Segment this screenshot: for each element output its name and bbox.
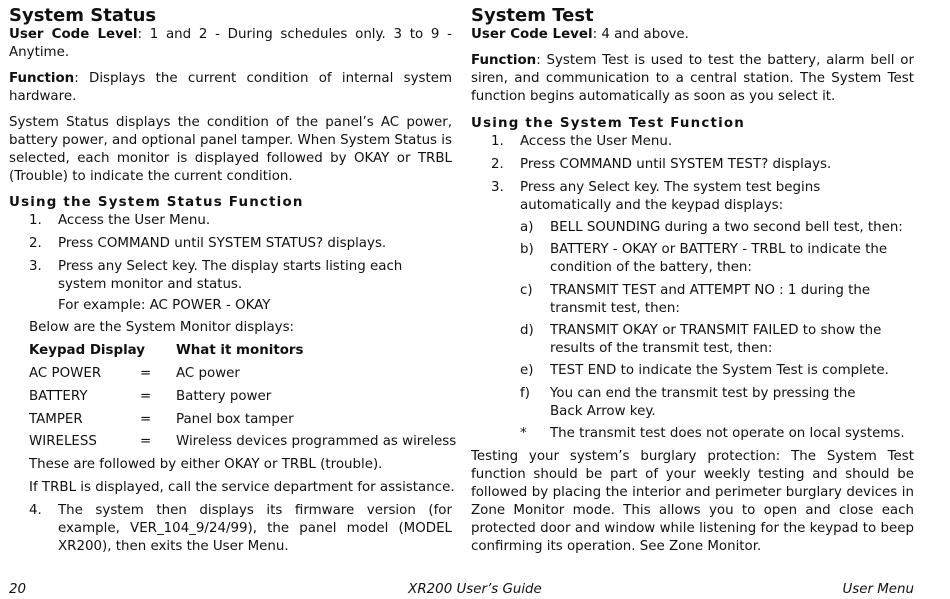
- example-text: For example: AC POWER - OKAY: [58, 298, 271, 313]
- function-label: Function: [471, 53, 537, 68]
- substep-text: TEST END to indicate the System Test is complete.: [550, 363, 889, 378]
- followed-text: These are followed by either OKAY or TRBL (trouble).: [29, 457, 383, 472]
- subheading: Using the System Test Function: [471, 116, 746, 131]
- substep-text: TRANSMIT OKAY or TRANSMIT FAILED to show the results of the transmit test, then:: [550, 323, 882, 356]
- function-text: : System Test is used to test the battery, alarm bell or siren, and communication to a central station. The System Test function begins automatically as soon as you select it.: [471, 53, 914, 104]
- step-item: [29, 235, 452, 253]
- step-number: 2.: [29, 236, 42, 251]
- substep-item: [520, 322, 914, 358]
- row-monitors: AC power: [176, 366, 240, 381]
- substep-item: [520, 219, 914, 237]
- step-text: The system then displays its firmware version (for example, VER_104_9/24/99), the panel model (MODEL XR200), then exits the User Menu.: [58, 503, 452, 554]
- step-item: [491, 179, 914, 215]
- section-title-system-status: System Status: [9, 5, 157, 26]
- user-code-text: : 1 and 2 - During schedules only. 3 to 9 - Anytime.: [9, 27, 452, 60]
- table-header-monitors: What it monitors: [176, 343, 304, 358]
- step-item: [29, 258, 452, 294]
- step-number: 4.: [29, 503, 42, 518]
- below-text: Below are the System Monitor displays:: [29, 320, 295, 335]
- row-display: WIRELESS: [29, 434, 97, 449]
- step-text: Access the User Menu.: [520, 134, 673, 149]
- step-number: 3.: [29, 259, 42, 274]
- step-text: Access the User Menu.: [58, 213, 211, 228]
- closing-paragraph: Testing your system’s burglary protection: The System Test function should be part of your weekly testing and should be followed by placing the interior and perimeter burglary devices in Zone Monitor mode. This allows you to open and close each protected door and window while listening for the keypad to beep confirming its operation. See Zone Monitor.: [471, 449, 914, 554]
- step-number: 1.: [29, 213, 42, 228]
- function-text: : Displays the current condition of internal system hardware.: [9, 71, 452, 104]
- table-header-display: Keypad Display: [29, 343, 146, 358]
- row-equals: =: [140, 412, 152, 427]
- substep-item: [520, 362, 914, 380]
- function-label: Function: [9, 71, 75, 86]
- section-name: User Menu: [842, 582, 914, 597]
- substep-label: e): [520, 363, 534, 378]
- substep-label: b): [520, 242, 534, 257]
- guide-title: XR200 User’s Guide: [408, 582, 542, 597]
- substep-label: f): [520, 386, 530, 401]
- row-equals: =: [140, 389, 152, 404]
- row-equals: =: [140, 434, 152, 449]
- function-description: [9, 70, 452, 106]
- substep-text: TRANSMIT TEST and ATTEMPT NO : 1 during the transmit test, then:: [550, 283, 871, 316]
- row-monitors: Panel box tamper: [176, 412, 294, 427]
- substep-label: a): [520, 220, 534, 235]
- step-item: [29, 502, 452, 556]
- substep-label: d): [520, 323, 534, 338]
- page-number: 20: [9, 582, 27, 597]
- row-monitors: Wireless devices programmed as wireless: [176, 434, 457, 449]
- substep-text: BATTERY - OKAY or BATTERY - TRBL to indicate the condition of the battery, then:: [550, 242, 888, 275]
- step-text: Press COMMAND until SYSTEM STATUS? displays.: [58, 236, 387, 251]
- section-title-system-test: System Test: [471, 5, 594, 26]
- function-description: [471, 52, 914, 106]
- substep-label: *: [520, 426, 527, 441]
- step-number: 3.: [491, 180, 504, 195]
- user-code-level: [9, 26, 452, 62]
- substep-text: BELL SOUNDING during a two second bell test, then:: [550, 220, 903, 235]
- step-item: [491, 156, 914, 174]
- user-code-label: User Code Level: [471, 27, 593, 42]
- row-display: TAMPER: [29, 412, 83, 427]
- substep-item: [520, 425, 914, 443]
- step-item: [29, 212, 452, 230]
- step-number: 1.: [491, 134, 504, 149]
- substep-label: c): [520, 283, 533, 298]
- step-text: Press any Select key. The display starts listing each system monitor and status.: [58, 259, 403, 292]
- user-code-text: : 4 and above.: [592, 27, 689, 42]
- step-text: Press COMMAND until SYSTEM TEST? displays.: [520, 157, 832, 172]
- substep-text: You can end the transmit test by pressing the Back Arrow key.: [550, 386, 856, 419]
- row-monitors: Battery power: [176, 389, 272, 404]
- user-code-level: [471, 26, 914, 44]
- row-equals: =: [140, 366, 152, 381]
- step-text: Press any Select key. The system test begins automatically and the keypad displays:: [520, 180, 821, 213]
- row-display: AC POWER: [29, 366, 102, 381]
- step-item: [491, 133, 914, 151]
- substep-item: [520, 282, 914, 318]
- user-code-label: User Code Level: [9, 27, 138, 42]
- subheading: Using the System Status Function: [9, 195, 304, 210]
- substep-item: [520, 241, 914, 277]
- step-number: 2.: [491, 157, 504, 172]
- row-display: BATTERY: [29, 389, 88, 404]
- if-trbl-text: If TRBL is displayed, call the service department for assistance.: [29, 480, 455, 495]
- substep-text: The transmit test does not operate on local systems.: [550, 426, 905, 441]
- substep-item: [520, 385, 914, 421]
- intro-paragraph: System Status displays the condition of the panel’s AC power, battery power, and optional panel tamper. When System Status is selected, each monitor is displayed followed by OKAY or TRBL (Trouble) to indicate the current condition.: [9, 115, 452, 184]
